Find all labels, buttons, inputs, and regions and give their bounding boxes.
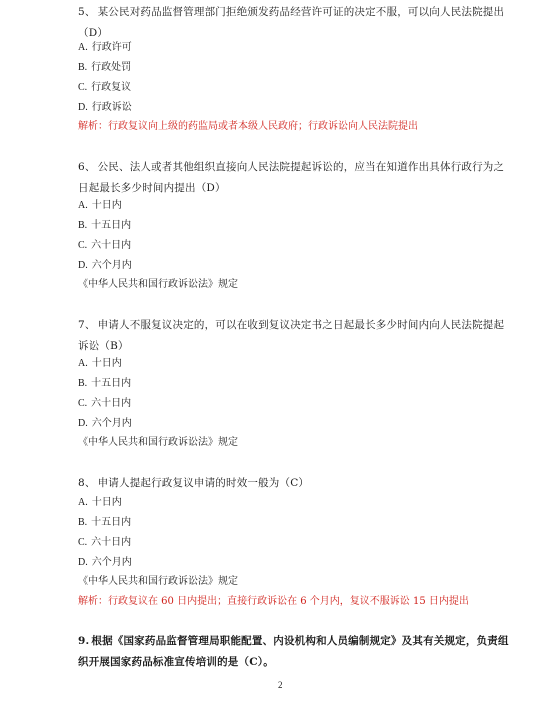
option-c: C. 六十日内 [78, 537, 132, 548]
question-text: 公民、法人或者其他组织直接向人民法院提起诉讼的，应当在知道作出具体行政行为之日起最长多少时间内提出（D） [78, 161, 505, 194]
question-text: 某公民对药品监督管理部门拒绝颁发药品经营许可证的决定不服，可以向人民法院提出（D） [78, 6, 505, 39]
analysis-note: 解析：行政复议在 60 日内提出；直接行政诉讼在 6 个月内，复议不服诉讼 15 日内提出 [78, 596, 469, 607]
option-a: A. 十日内 [78, 200, 122, 211]
question-5 [78, 2, 508, 44]
option-a: A. 行政许可 [78, 42, 132, 53]
question-text: 申请人提起行政复议申请的时效一般为（C） [97, 477, 310, 489]
analysis-note: 解析：行政复议向上级的药监局或者本级人民政府；行政诉讼向人民法院提出 [78, 121, 418, 132]
law-reference: 《中华人民共和国行政诉讼法》规定 [78, 576, 238, 587]
option-c: C. 行政复议 [78, 82, 132, 93]
option-d: D. 六个月内 [78, 260, 132, 271]
option-d: D. 六个月内 [78, 557, 132, 568]
question-number: 6、 [78, 161, 96, 173]
option-d: D. 行政诉讼 [78, 102, 132, 113]
question-number: 9. [78, 635, 90, 647]
option-b: B. 十五日内 [78, 220, 132, 231]
question-text: 根据《国家药品监督管理局职能配置、内设机构和人员编制规定》及其有关规定，负责组织开展国家药品标准宣传培训的是（C）。 [78, 635, 509, 668]
question-9 [78, 631, 518, 673]
question-number: 8、 [78, 477, 96, 489]
question-6 [78, 157, 508, 199]
option-a: A. 十日内 [78, 358, 122, 369]
option-b: B. 十五日内 [78, 378, 132, 389]
page-number: 2 [278, 680, 283, 690]
question-number: 7、 [78, 319, 96, 331]
question-number: 5、 [78, 6, 96, 18]
law-reference: 《中华人民共和国行政诉讼法》规定 [78, 279, 238, 290]
option-c: C. 六十日内 [78, 398, 132, 409]
option-d: D. 六个月内 [78, 418, 132, 429]
option-b: B. 十五日内 [78, 517, 132, 528]
question-text: 申请人不服复议决定的，可以在收到复议决定书之日起最长多少时间内向人民法院提起诉讼（B） [78, 319, 505, 352]
option-a: A. 十日内 [78, 497, 122, 508]
option-c: C. 六十日内 [78, 240, 132, 251]
question-8 [78, 473, 508, 494]
option-b: B. 行政处罚 [78, 62, 132, 73]
question-7 [78, 315, 508, 357]
law-reference: 《中华人民共和国行政诉讼法》规定 [78, 437, 238, 448]
